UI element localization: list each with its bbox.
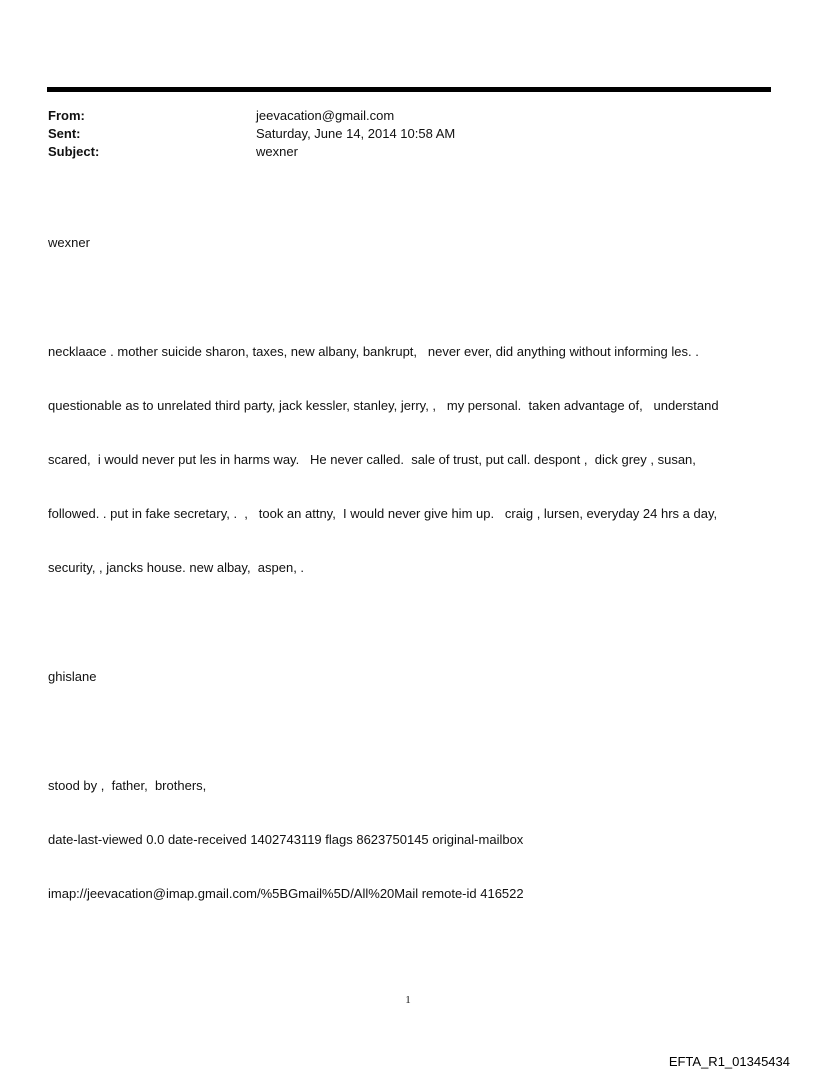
from-value: jeevacation@gmail.com bbox=[256, 108, 395, 123]
sent-label: Sent: bbox=[48, 126, 81, 141]
page-number: 1 bbox=[405, 994, 411, 1006]
from-row bbox=[48, 107, 748, 125]
body-line: followed. . put in fake secretary, . , took an attny, I would never give him up. craig , lursen, everyday 24 hrs a day, bbox=[48, 506, 718, 521]
email-header bbox=[48, 107, 748, 161]
subject-row bbox=[48, 143, 748, 161]
sent-row bbox=[48, 125, 748, 143]
email-body bbox=[48, 198, 758, 958]
body-line: ghislane bbox=[48, 669, 97, 684]
header-rule bbox=[47, 87, 771, 92]
body-line: imap://jeevacation@imap.gmail.com/%5BGmail%5D/All%20Mail remote-id 416522 bbox=[48, 886, 524, 901]
body-line: date-last-viewed 0.0 date-received 1402743119 flags 8623750145 original-mailbox bbox=[48, 832, 524, 847]
body-line: wexner bbox=[48, 235, 90, 250]
subject-label: Subject: bbox=[48, 144, 100, 159]
body-paragraph bbox=[48, 198, 758, 288]
subject-value: wexner bbox=[256, 144, 298, 159]
body-line: questionable as to unrelated third party, jack kessler, stanley, jerry, , my personal. taken advantage of, understand bbox=[48, 398, 719, 413]
body-paragraph bbox=[48, 741, 758, 939]
from-label: From: bbox=[48, 108, 85, 123]
body-line: scared, i would never put les in harms way. He never called. sale of trust, put call. despont , dick grey , susan, bbox=[48, 452, 696, 467]
body-paragraph bbox=[48, 307, 758, 613]
body-line: necklaace . mother suicide sharon, taxes, new albany, bankrupt, never ever, did anything without informing les. . bbox=[48, 344, 699, 359]
body-line: security, , jancks house. new albay, aspen, . bbox=[48, 560, 305, 575]
sent-value: Saturday, June 14, 2014 10:58 AM bbox=[256, 126, 456, 141]
bates-number: EFTA_R1_01345434 bbox=[668, 1054, 790, 1069]
body-paragraph bbox=[48, 632, 758, 722]
body-line: stood by , father, brothers, bbox=[48, 778, 207, 793]
